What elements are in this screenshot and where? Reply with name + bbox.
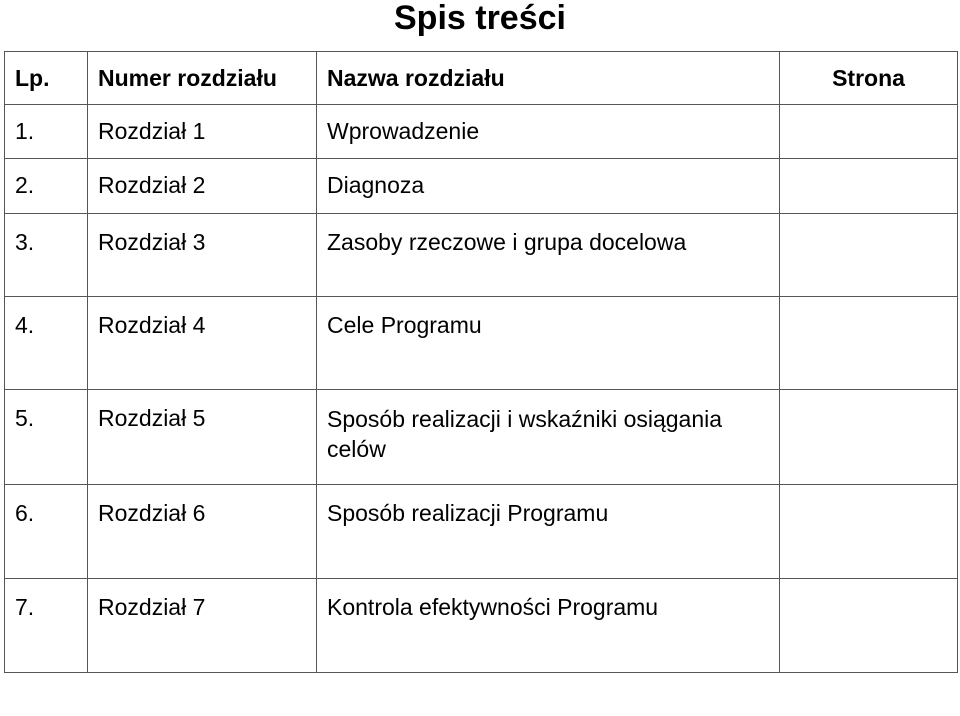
row-lp: 1. xyxy=(5,105,88,159)
row-chapter-name: Zasoby rzeczowe i grupa docelowa xyxy=(317,214,780,297)
row-page xyxy=(780,297,958,390)
row-chapter-name: Cele Programu xyxy=(317,297,780,390)
row-page xyxy=(780,390,958,485)
table-row xyxy=(5,485,958,579)
table-row xyxy=(5,579,958,673)
table-of-contents xyxy=(4,51,958,673)
row-chapter-number: Rozdział 7 xyxy=(88,579,317,673)
row-chapter-number: Rozdział 3 xyxy=(88,214,317,297)
table-row xyxy=(5,159,958,214)
row-chapter-name: Sposób realizacji Programu xyxy=(317,485,780,579)
row-lp: 6. xyxy=(5,485,88,579)
row-lp: 2. xyxy=(5,159,88,214)
row-chapter-number: Rozdział 1 xyxy=(88,105,317,159)
header-lp: Lp. xyxy=(5,52,88,105)
row-chapter-name: Sposób realizacji i wskaźniki osiągania celów xyxy=(317,390,780,485)
row-page xyxy=(780,485,958,579)
table-header-row xyxy=(5,52,958,105)
row-chapter-number: Rozdział 2 xyxy=(88,159,317,214)
table-row xyxy=(5,390,958,485)
row-lp: 7. xyxy=(5,579,88,673)
row-chapter-number: Rozdział 5 xyxy=(88,390,317,485)
row-lp: 4. xyxy=(5,297,88,390)
row-page xyxy=(780,159,958,214)
row-chapter-name: Wprowadzenie xyxy=(317,105,780,159)
page-title: Spis treści xyxy=(394,0,566,37)
row-page xyxy=(780,579,958,673)
row-page xyxy=(780,105,958,159)
table-row xyxy=(5,297,958,390)
row-chapter-number: Rozdział 6 xyxy=(88,485,317,579)
row-chapter-name: Kontrola efektywności Programu xyxy=(317,579,780,673)
table-row xyxy=(5,105,958,159)
header-page: Strona xyxy=(780,52,958,105)
row-chapter-number: Rozdział 4 xyxy=(88,297,317,390)
row-page xyxy=(780,214,958,297)
row-lp: 5. xyxy=(5,390,88,485)
row-lp: 3. xyxy=(5,214,88,297)
row-chapter-name: Diagnoza xyxy=(317,159,780,214)
header-chapter-name: Nazwa rozdziału xyxy=(317,52,780,105)
header-chapter-number: Numer rozdziału xyxy=(88,52,317,105)
table-row xyxy=(5,214,958,297)
